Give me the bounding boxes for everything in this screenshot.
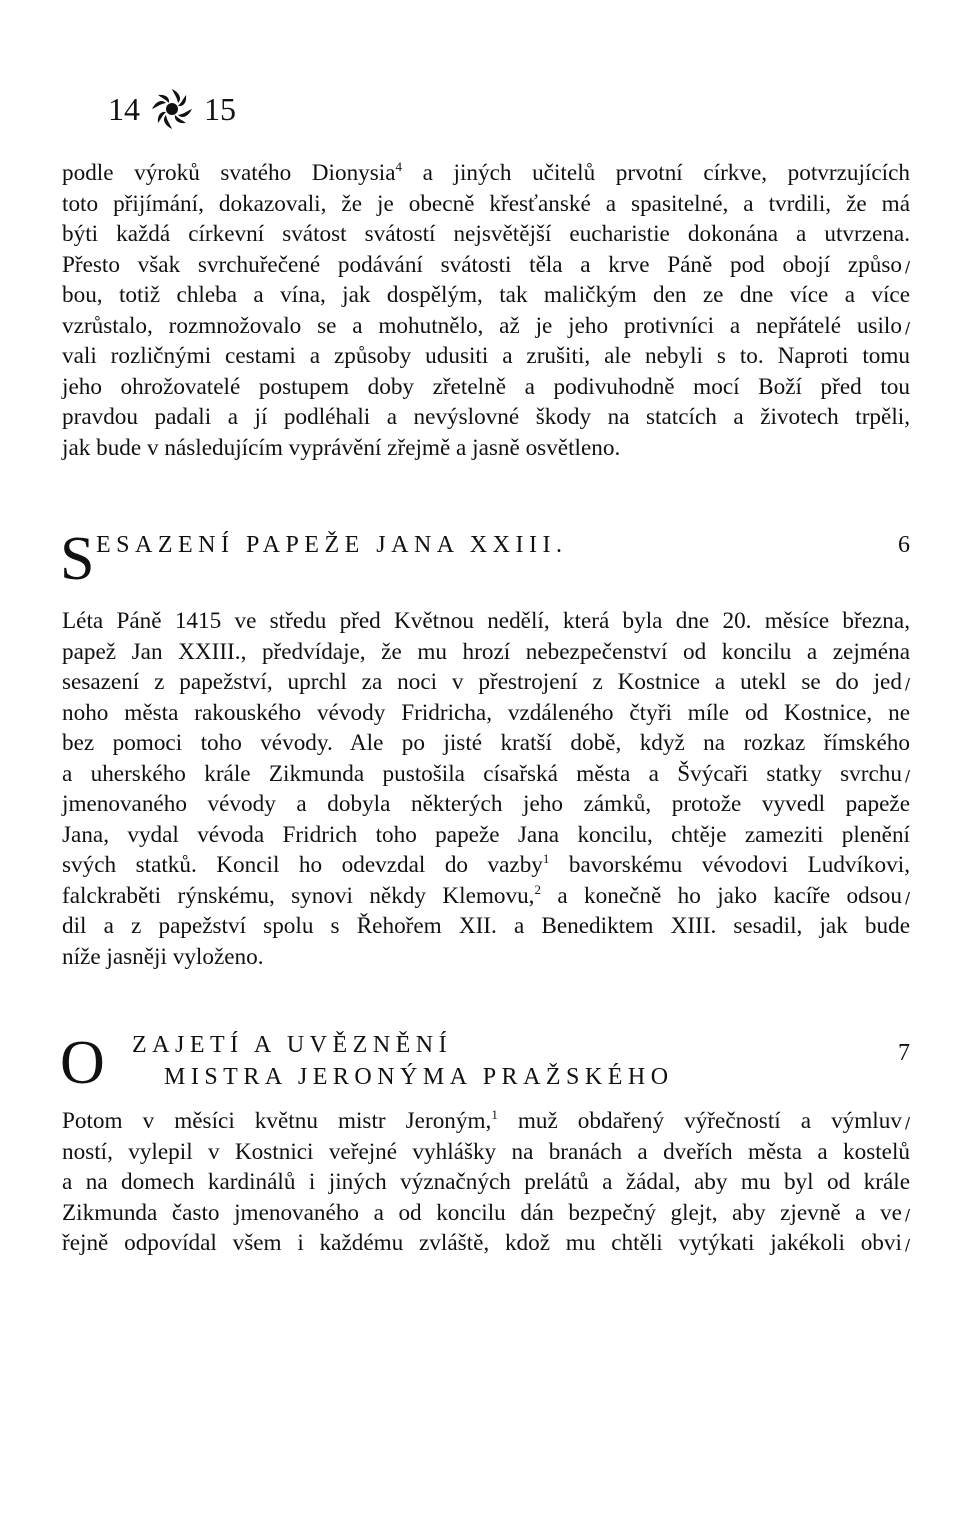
- line-text: Léta Páně 1415 ve středu před Květnou nedělí, která byla dne 20. měsíce března,: [62, 608, 910, 634]
- line-text: Zikmunda často jmenovaného a od koncilu dán bezpečný glejt, aby zjevně a ve: [62, 1199, 902, 1226]
- text-line: [62, 789, 910, 820]
- text-line: [62, 728, 910, 759]
- footnote-marker: 1: [542, 850, 550, 866]
- running-head: [108, 84, 236, 134]
- sun-swirl-ornament-icon: [150, 87, 194, 131]
- hyphenation-mark: /: [904, 318, 910, 337]
- text-line: [62, 637, 910, 668]
- line-text: jak bude v následujícím vyprávění zřejmě a jasně osvětleno.: [62, 434, 621, 461]
- line-text: jmenovaného vévody a dobyla některých jeho zámků, protože vyvedl papeže: [62, 791, 910, 817]
- section-7-title-line-1: ZAJETÍ A UVĚZNĚNÍ: [132, 1032, 453, 1058]
- line-text: falckraběti rýnskému, synovi někdy Klemovu,: [62, 882, 535, 909]
- section-7-initial: O: [60, 1029, 105, 1097]
- text-line: [62, 820, 910, 851]
- line-text: podle výroků svatého Dionysia: [62, 160, 396, 186]
- line-text-continued: bavorskému vévodovi Ludvíkovi,: [549, 852, 910, 878]
- text-line: [62, 942, 910, 973]
- line-text: bez pomoci toho vévody. Ale po jisté kratší době, když na rozkaz římského: [62, 730, 910, 756]
- text-line: [62, 911, 910, 942]
- text-line: [62, 158, 910, 189]
- intro-paragraph: [62, 158, 910, 463]
- line-text-continued: a konečně ho jako kacíře odsou: [540, 882, 902, 909]
- line-text-continued: muž obdařený výřečností a výmluv: [497, 1108, 902, 1134]
- text-line: [62, 1167, 910, 1198]
- line-text: a uherského krále Zikmunda pustošila císařská města a Švýcaři statky svrchu: [62, 760, 902, 787]
- text-line: [62, 881, 910, 912]
- text-line: [62, 1106, 910, 1137]
- footnote-marker: 2: [534, 881, 541, 897]
- line-text: vali rozličnými cestami a způsoby udusiti a zrušiti, ale nebyli s to. Naproti tomu: [62, 343, 910, 369]
- text-line: [62, 1198, 910, 1229]
- line-text: ností, vylepil v Kostnici veřejné vyhlášky na branách a dveřích města a kostelů: [62, 1138, 910, 1165]
- text-line: [62, 402, 910, 433]
- line-text: dil a z papežství spolu s Řehořem XII. a Benediktem XIII. sesadil, jak bude: [62, 913, 910, 939]
- line-text: vzrůstalo, rozmnožovalo se a mohutnělo, až je jeho protivníci a nepřátelé usilo: [62, 312, 902, 339]
- line-text: svých statků. Koncil ho odevzdal do vazby: [62, 852, 543, 878]
- text-line: [62, 850, 910, 881]
- section-6-initial: S: [60, 525, 95, 593]
- hyphenation-mark: /: [904, 1205, 910, 1224]
- text-line: [62, 219, 910, 250]
- line-text: toto přijímání, dokazovali, že je obecně křesťanské a spasitelné, a tvrdili, že má: [62, 190, 910, 217]
- line-text-continued: a jiných učitelů prvotní církve, potvrzujících: [402, 160, 910, 186]
- text-line: [62, 698, 910, 729]
- line-text: noho města rakouského vévody Fridricha, vzdáleného čtyři míle od Kostnice, ne: [62, 699, 910, 726]
- text-line: [62, 341, 910, 372]
- text-line: [62, 606, 910, 637]
- line-text: jeho ohrožovatelé postupem doby zřetelně a podivuhodně mocí Boží před tou: [62, 373, 910, 400]
- text-line: [62, 280, 910, 311]
- line-text: a na domech kardinálů i jiných význačných prelátů a žádal, aby mu byl od krále: [62, 1169, 910, 1195]
- line-text: pravdou padali a jí podléhali a nevýslovné škody na statcích a životech trpěli,: [62, 404, 910, 430]
- text-line: [62, 189, 910, 220]
- section-6-body: [62, 606, 910, 972]
- text-line: [62, 667, 910, 698]
- line-text: bou, totiž chleba a vína, jak dospělým, tak maličkým den ze dne více a více: [62, 282, 910, 308]
- hyphenation-mark: /: [904, 675, 910, 693]
- line-text: řejně odpovídal všem i každému zvláště, kdož mu chtěli vytýkati jakékoli obvi: [62, 1230, 902, 1256]
- hyphenation-mark: /: [904, 766, 910, 785]
- line-text: papež Jan XXIII., předvídaje, že mu hrozí nebezpečenství od koncilu a zejména: [62, 638, 910, 665]
- text-line: [62, 311, 910, 342]
- hyphenation-mark: /: [904, 1236, 910, 1254]
- section-7-title-line-2: MISTRA JERONÝMA PRAŽSKÉHO: [164, 1064, 674, 1090]
- line-text: Potom v měsíci květnu mistr Jeroným,: [62, 1108, 492, 1134]
- footnote-marker: 4: [395, 158, 403, 174]
- text-line: [62, 372, 910, 403]
- section-7-heading: [60, 1030, 910, 1110]
- footnote-marker: 1: [491, 1106, 498, 1122]
- text-line: [62, 759, 910, 790]
- line-text: býti každá církevní svátost svátostí nejsvětější eucharistie dokonána a utvrzena.: [62, 221, 910, 247]
- hyphenation-mark: /: [904, 257, 910, 276]
- line-text: níže jasněji vyloženo.: [62, 943, 264, 970]
- text-line: [62, 1137, 910, 1168]
- page-number-left: 14: [108, 90, 140, 127]
- line-text: Přesto však svrchuřečené podávání svátosti těla a krve Páně pod obojí způso: [62, 251, 902, 278]
- line-text: Jana, vydal vévoda Fridrich toho papeže Jana koncilu, chtěje zameziti plenění: [62, 821, 910, 848]
- text-line: [62, 433, 910, 464]
- section-6-heading: [60, 525, 910, 608]
- hyphenation-mark: /: [904, 888, 910, 907]
- section-7-number: 7: [898, 1040, 910, 1066]
- line-text: sesazení z papežství, uprchl za noci v přestrojení z Kostnice a utekl se do jed: [62, 669, 902, 695]
- section-6-number: 6: [898, 532, 910, 558]
- page-number-right: 15: [204, 90, 236, 127]
- hyphenation-mark: /: [904, 1114, 910, 1132]
- text-line: [62, 1228, 910, 1259]
- section-6-title: ESAZENÍ PAPEŽE JANA XXIII.: [96, 532, 568, 558]
- section-7-body: [62, 1106, 910, 1259]
- text-line: [62, 250, 910, 281]
